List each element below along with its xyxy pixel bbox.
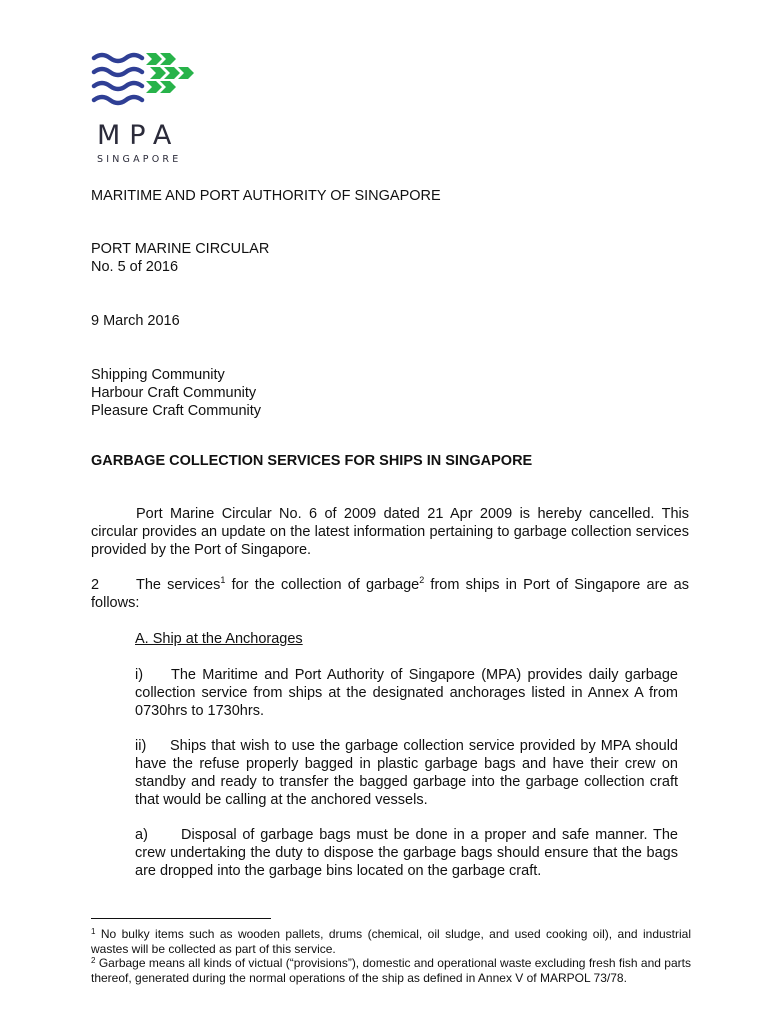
addressee-item: Pleasure Craft Community	[91, 403, 262, 419]
circular-type: PORT MARINE CIRCULAR	[91, 241, 270, 257]
item-i: i) The Maritime and Port Authority of Singapore (MPA) provides daily garbage collection service from ships at the designated anchorages listed in Annex A from 0730hrs to 1730hrs.	[135, 667, 678, 719]
organization-name: MARITIME AND PORT AUTHORITY OF SINGAPORE	[91, 188, 441, 204]
footnote-1: $^1$ No bulky items such as wooden pallets, drums (chemical, oil sludge, and used cooking oil), and industrial wastes will be collected as part of this service.	[91, 927, 692, 956]
addressee-list	[91, 366, 261, 420]
item-a-label: a)	[135, 827, 148, 843]
section-a-heading: A. Ship at the Anchorages	[135, 631, 303, 647]
mpa-logo	[90, 50, 210, 170]
mpa-wave-arrows-icon	[90, 50, 200, 108]
addressee-item: Harbour Craft Community	[91, 385, 257, 401]
item-ii-label: ii)	[135, 738, 147, 754]
footnote-ref-1: 1	[220, 575, 226, 585]
item-ii: ii) Ships that wish to use the garbage collection service provided by MPA should have the refuse properly bagged in plastic garbage bags and have their crew on standby and ready to transfer the bagged garbage into the garbage collection craft that would be calling at the anchored vessels.	[135, 738, 678, 808]
logo-name: MPA	[97, 120, 181, 151]
footnote-separator	[91, 918, 271, 919]
paragraph-2: 2 The services$^1$ for the collection of garbage$^2$ from ships in Port of Singapore are as follows:	[91, 575, 690, 611]
paragraph-1: Port Marine Circular No. 6 of 2009 dated 21 Apr 2009 is hereby cancelled. This circular provides an update on the latest information pertaining to garbage collection services provided by the Port of Singapore.	[91, 506, 689, 558]
addressee-item: Shipping Community	[91, 367, 225, 383]
footnote-ref-2: 2	[419, 575, 425, 585]
circular-number: No. 5 of 2016	[91, 259, 179, 275]
item-a: a) Disposal of garbage bags must be done in a proper and safe manner. The crew undertaking the duty to dispose the garbage bags should ensure that the bags are dropped into the garbage bins located on the garbage craft.	[135, 827, 678, 879]
footnote-2: $^2$ Garbage means all kinds of victual (“provisions”), domestic and operational waste excluding fresh fish and parts thereof, generated during the normal operations of the ship as defined in Annex V of MARPOL 73/78.	[91, 956, 691, 985]
circular-date: 9 March 2016	[91, 313, 180, 329]
paragraph-2-number: 2	[91, 577, 100, 593]
item-i-label: i)	[135, 667, 144, 683]
document-title: GARBAGE COLLECTION SERVICES FOR SHIPS IN SINGAPORE	[91, 453, 533, 469]
logo-subtitle: SINGAPORE	[97, 154, 182, 165]
